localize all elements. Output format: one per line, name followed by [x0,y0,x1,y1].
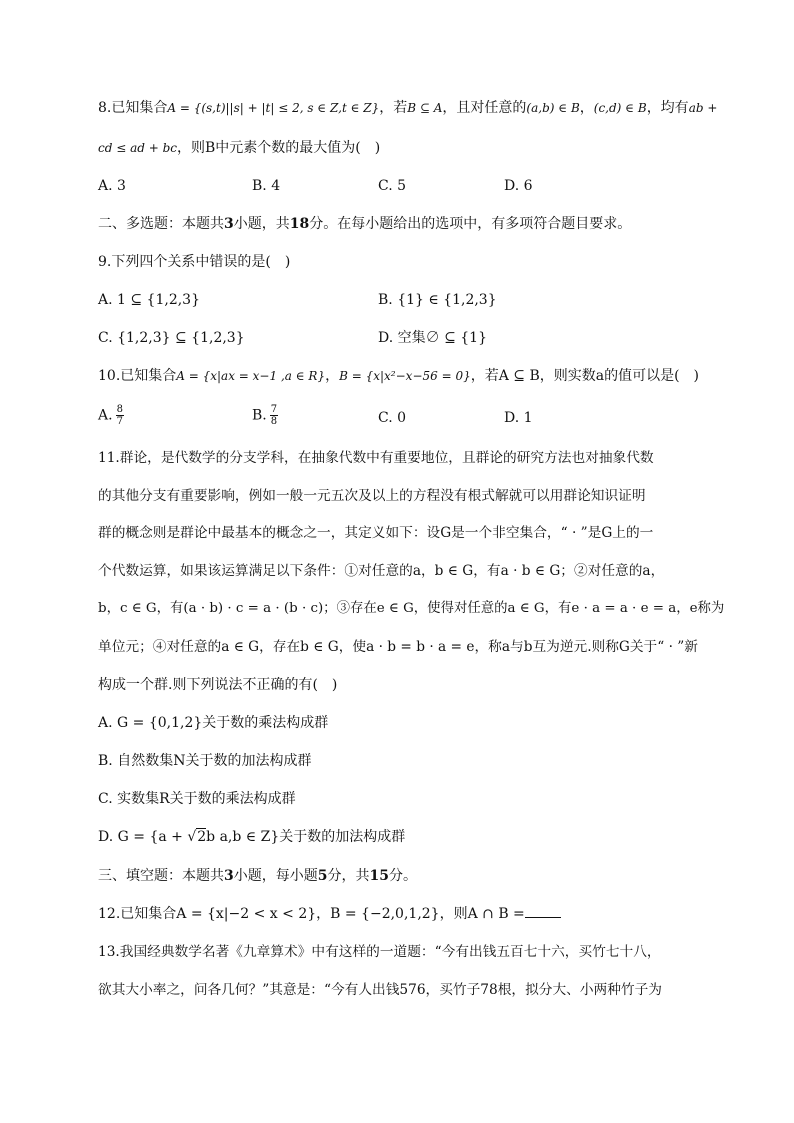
q10-comma: ， [325,368,340,384]
q11-option-d-radicand: 2 [197,829,207,845]
section3-text-b: 小题，每小题 [233,868,318,884]
q11-line-6: 单位元；④对任意的a ∈ G，存在b ∈ G，使a · b = b · a = e，称a与b互为逆元.则称G关于“ · ”新 [98,639,698,655]
q9-stem: 9.下列四个关系中错误的是( ) [98,254,291,270]
q11-option-a: A. G = {0,1,2}关于数的乘法构成群 [98,715,329,731]
q10-option-c: C. 0 [378,410,407,426]
q9-option-c: C. {1,2,3} ⊆ {1,2,3} [98,330,245,346]
q8-option-d: D. 6 [504,178,533,194]
q10-option-a-fraction [116,404,124,427]
q8-line1 [98,98,718,118]
section2-text-b: 小题，共 [233,216,290,232]
q10-option-a [98,404,124,427]
q10-option-d: D. 1 [504,410,533,426]
q10-prefix: 10.已知集合 [98,368,177,384]
q9-option-a: A. 1 ⊆ {1,2,3} [98,292,200,308]
q13-line-2: 欲其大小率之，问各几何？”其意是：“今有人出钱576，买竹子78根，拟分大、小两种竹子为 [98,982,662,998]
q11-line-5: b，c ∈ G，有(a · b) · c = a · (b · c)；③存在e ∈ G，使得对任意的a ∈ G，有e · a = a · e = a，e称为 [98,601,725,616]
q11-option-d [98,827,405,847]
q8-line2 [98,138,698,158]
q11-line-1: 11.群论，是代数学的分支学科，在抽象代数中有重要地位，且群论的研究方法也对抽象代数 [98,450,654,466]
answer-blank[interactable] [525,905,561,918]
q8-ineq-start: ab + [688,101,718,115]
section3-text-d: 分。 [388,868,417,884]
q8-prefix: 8.已知集合 [98,100,168,116]
q11-line-2: 的其他分支有重要影响，例如一般一元五次及以上的方程没有根式解就可以用群论知识证明 [98,488,646,504]
q11-line-3: 群的概念则是群论中最基本的概念之一，其定义如下：设G是一个非空集合，“ · ”是G上的一 [98,525,654,541]
q10-stem [98,366,698,386]
q9-option-b: B. {1} ∈ {1,2,3} [378,292,497,308]
q10-option-b-label: B. [252,407,267,424]
q8-mid: ，若 [379,100,408,116]
section2-text-c: 分。在每小题给出的选项中，有多项符合题目要求。 [309,216,632,232]
sqrt-icon: √ [187,829,197,845]
q11-option-b: B. 自然数集N关于数的加法构成群 [98,753,312,769]
fraction-denominator: 7 [116,416,123,427]
section3-text-c: 分，共 [327,868,370,884]
section2-points: 18 [289,216,310,232]
q8-comma: ， [579,100,594,116]
q10-set-a: A = {x|ax = x−1 ,a ∈ R} [176,369,326,383]
section2-heading [98,214,698,234]
q8-set-def: A = {(s,t)||s| + |t| ≤ 2, s ∈ Z,t ∈ Z} [167,101,380,115]
section3-heading [98,866,698,886]
section3-total-points: 15 [369,868,389,884]
q10-option-b-fraction [270,404,278,427]
q10-suffix: ，若A ⊆ B，则实数a的值可以是( ) [470,368,700,384]
section3-text-a: 三、填空题：本题共 [98,868,224,884]
q8-option-c: C. 5 [378,178,407,194]
section2-count: 3 [224,216,234,232]
q12-stem [98,904,698,924]
fraction-numerator: 7 [270,404,278,415]
q8-mid2: ，且对任意的 [442,100,527,116]
q10-option-a-label: A. [98,407,113,424]
q8-end: ，均有 [646,100,689,116]
q11-option-d-prefix: D. G = {a + [98,829,188,845]
q8-subset: B ⊆ A [407,101,443,115]
q13-line-1: 13.我国经典数学名著《九章算术》中有这样的一道题：“今有出钱五百七十六，买竹七十八， [98,944,661,960]
q8-pair1: (a,b) ∈ B [526,101,580,115]
q8-pair2: (c,d) ∈ B [593,101,647,115]
q8-option-a: A. 3 [98,178,126,194]
q12-text: 12.已知集合A = {x|−2 < x < 2}，B = {−2,0,1,2}，则A ∩ B = [98,906,525,922]
q11-line-4: 个代数运算，如果该运算满足以下条件：①对任意的a，b ∈ G，有a · b ∈ G；②对任意的a， [98,563,665,579]
q9-option-d: D. 空集∅ ⊆ {1} [378,330,487,346]
section3-count: 3 [224,868,234,884]
q11-option-c: C. 实数集R关于数的乘法构成群 [98,791,296,807]
q11-option-d-suffix: b a,b ∈ Z}关于数的加法构成群 [206,829,406,845]
section3-each-points: 5 [317,868,328,884]
fraction-denominator: 8 [270,416,278,427]
q10-option-b [252,404,278,427]
q8-ineq-end: cd ≤ ad + bc [98,141,178,155]
fraction-numerator: 8 [116,404,123,415]
q11-line-7: 构成一个群.则下列说法不正确的有( ) [98,677,338,693]
q8-line2-text: ，则B中元素个数的最大值为( ) [177,140,381,156]
q8-option-b: B. 4 [252,178,281,194]
q10-set-b: B = {x|x²−x−56 = 0} [339,369,471,383]
section2-text-a: 二、多选题：本题共 [98,216,224,232]
